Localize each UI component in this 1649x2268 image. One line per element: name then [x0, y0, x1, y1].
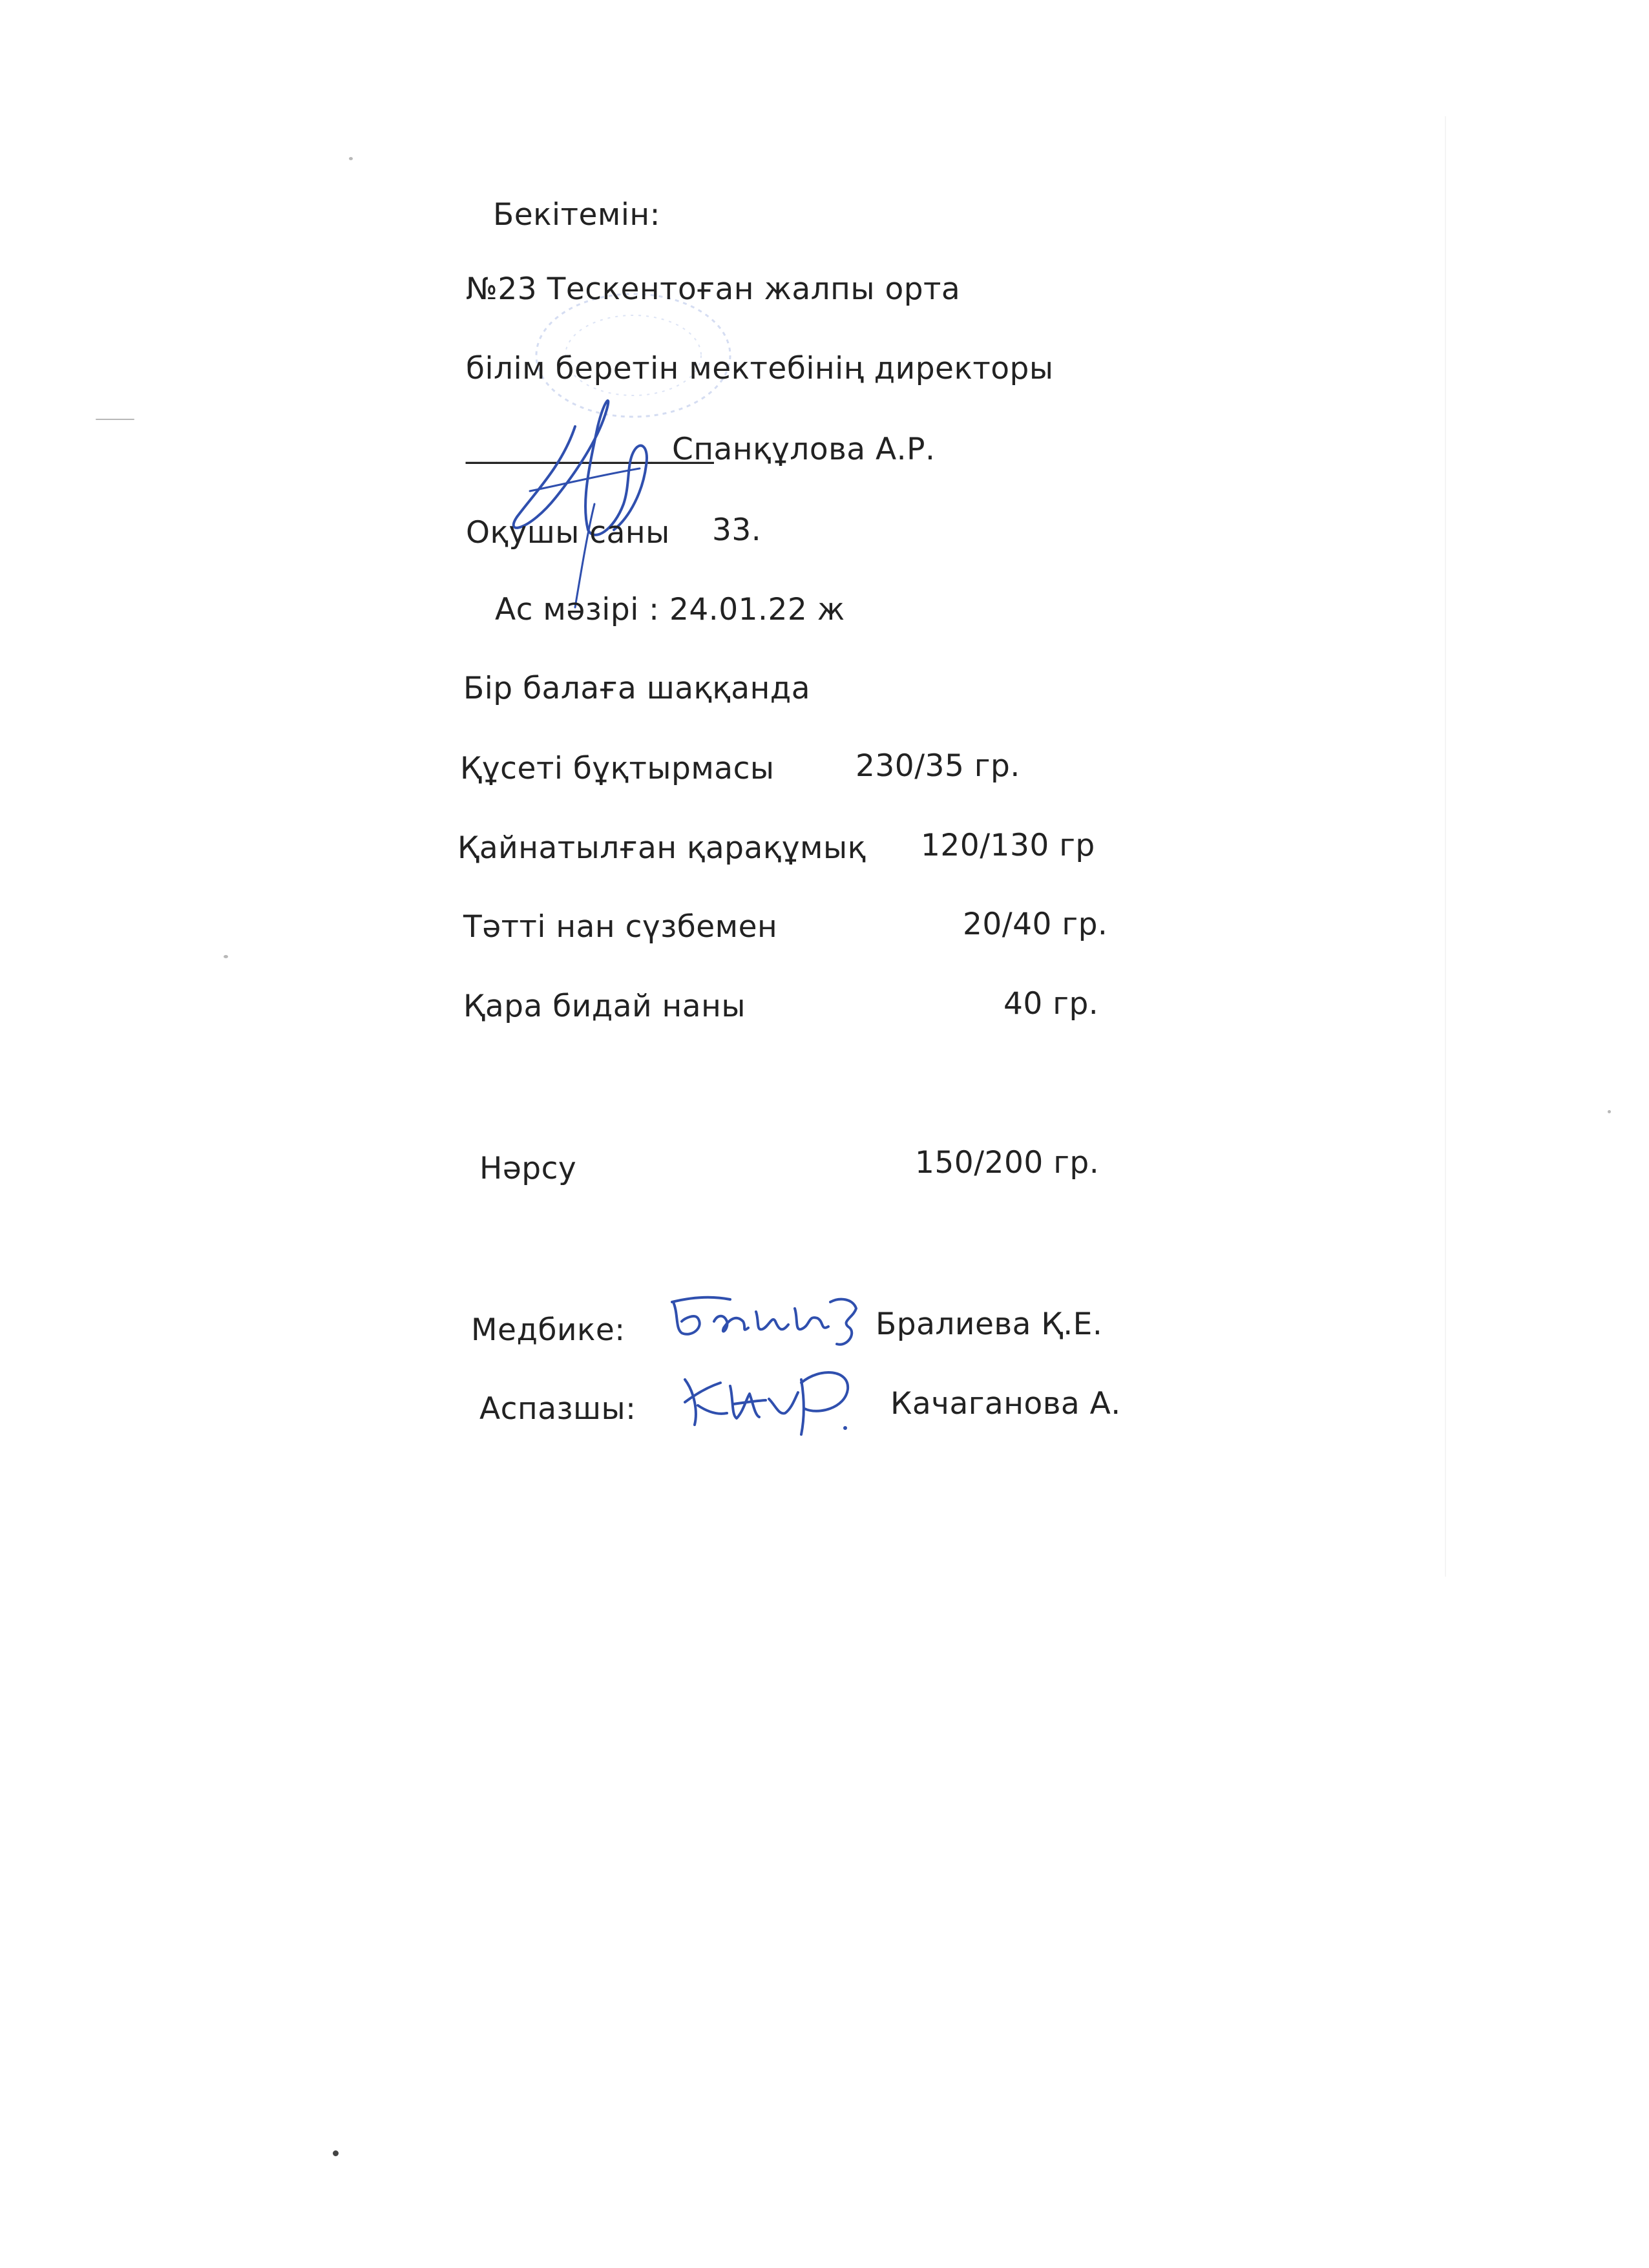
- menu-item-amount: 40 гр.: [1003, 986, 1099, 1022]
- students-count: 33.: [712, 512, 762, 548]
- school-name-line-1: №23 Тескентоған жалпы орта: [466, 271, 961, 307]
- scan-speck: [224, 955, 228, 958]
- approve-heading: Бекітемін:: [493, 197, 660, 233]
- signature-underline: ________________: [466, 429, 714, 465]
- scan-speck: [333, 2150, 339, 2156]
- menu-title: Ас мәзірі : 24.01.22 ж: [495, 592, 845, 627]
- menu-item-amount: 120/130 гр: [921, 828, 1095, 863]
- cook-label: Аспазшы:: [479, 1391, 636, 1427]
- menu-item-name: Құсеті бұқтырмасы: [460, 751, 775, 786]
- scan-speck: [1608, 1110, 1611, 1113]
- cook-name: Качаганова А.: [890, 1386, 1121, 1422]
- menu-item-name: Нәрсу: [479, 1151, 577, 1186]
- scan-speck: [96, 419, 134, 420]
- nurse-name: Бралиева Қ.Е.: [876, 1307, 1103, 1342]
- director-signature: [491, 336, 685, 614]
- nurse-signature: [659, 1283, 872, 1354]
- per-child-heading: Бір балаға шаққанда: [463, 671, 811, 706]
- menu-item-name: Қайнатылған қарақұмық: [457, 830, 867, 866]
- menu-item-name: Қара бидай наны: [463, 989, 746, 1024]
- nurse-label: Медбике:: [471, 1312, 625, 1348]
- scan-edge-line: [1445, 116, 1446, 1577]
- menu-item-amount: 20/40 гр.: [963, 907, 1108, 942]
- menu-item-amount: 230/35 гр.: [856, 748, 1020, 784]
- menu-item-name: Тәтті нан сүзбемен: [463, 909, 778, 945]
- school-name-line-2: білім беретін мектебінің директоры: [466, 351, 1054, 386]
- director-name: Спанқұлова А.Р.: [672, 432, 936, 467]
- scan-speck: [349, 157, 353, 160]
- menu-item-amount: 150/200 гр.: [915, 1145, 1100, 1181]
- students-label: Оқушы саны: [466, 515, 670, 551]
- cook-signature: [672, 1354, 866, 1438]
